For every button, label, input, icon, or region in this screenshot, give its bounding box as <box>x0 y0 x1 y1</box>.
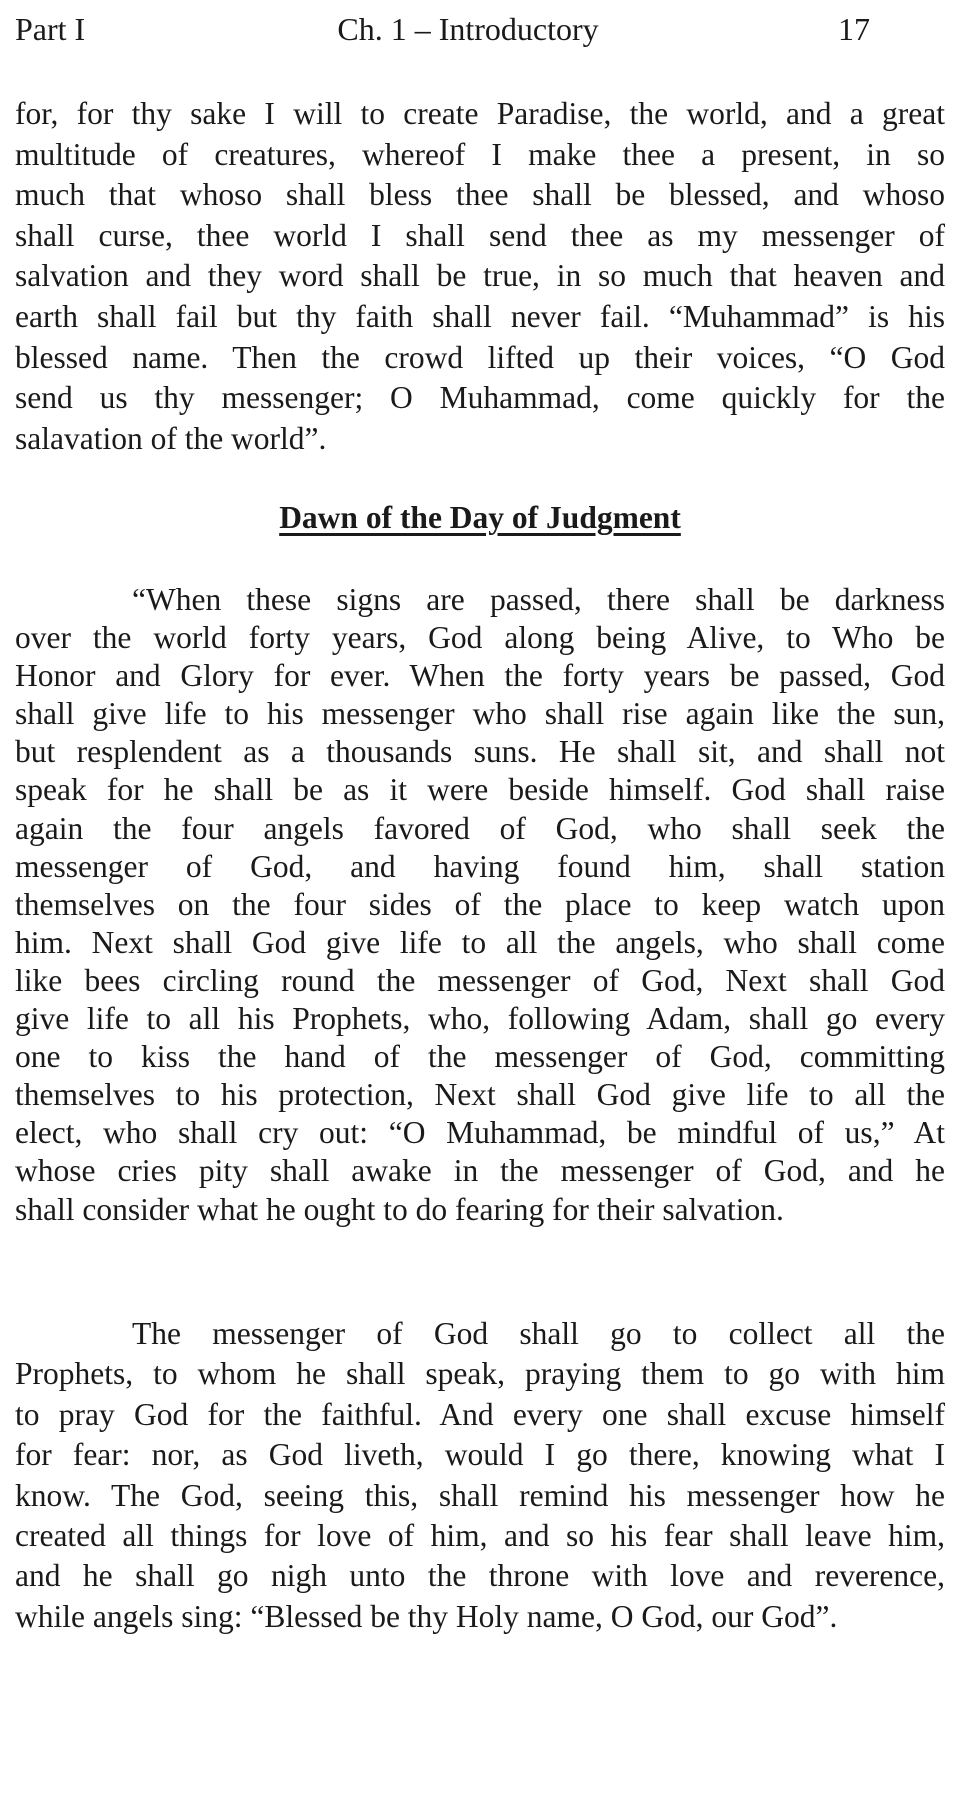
text-line: while angels sing: “Blessed be thy Holy name, O God, our God”. <box>15 1598 838 1634</box>
text-line: salavation of the world”. <box>15 420 327 456</box>
text-line: themselves to his protection, Next shall God give life to all the <box>15 1077 945 1113</box>
text-line: give life to all his Prophets, who, following Adam, shall go every <box>15 1001 945 1037</box>
text-line: blessed name. Then the crowd lifted up their voices, “O God <box>15 339 945 375</box>
text-line: for fear: nor, as God liveth, would I go there, knowing what I <box>15 1437 945 1473</box>
text-line: salvation and they word shall be true, in so much that heaven and <box>15 258 945 294</box>
section-heading-text: Dawn of the Day of Judgment <box>279 500 681 535</box>
text-line: messenger of God, and having found him, shall station <box>15 848 945 884</box>
text-line: over the world forty years, God along being Alive, to Who be <box>15 620 945 656</box>
text-line: themselves on the four sides of the place to keep watch upon <box>15 886 945 922</box>
text-line: multitude of creatures, whereof I make thee a present, in so <box>15 136 945 172</box>
text-line: elect, who shall cry out: “O Muhammad, be mindful of us,” At <box>15 1115 945 1151</box>
text-line: The messenger of God shall go to collect all the <box>132 1316 945 1351</box>
running-header-chapter: Ch. 1 – Introductory <box>337 11 599 47</box>
text-line: send us thy messenger; O Muhammad, come quickly for the <box>15 380 945 416</box>
text-line: shall give life to his messenger who shall rise again like the sun, <box>15 696 945 732</box>
running-header-part: Part I <box>15 11 86 47</box>
text-line: whose cries pity shall awake in the messenger of God, and he <box>15 1153 945 1189</box>
text-line: like bees circling round the messenger of God, Next shall God <box>15 962 945 998</box>
page-number: 17 <box>838 11 870 47</box>
text-line: one to kiss the hand of the messenger of God, committing <box>15 1039 945 1075</box>
text-line: to pray God for the faithful. And every one shall excuse himself <box>15 1396 945 1432</box>
text-line: again the four angels favored of God, who shall seek the <box>15 810 945 846</box>
text-line: for, for thy sake I will to create Paradise, the world, and a great <box>15 96 945 131</box>
text-line: shall consider what he ought to do fearing for their salvation. <box>15 1191 784 1227</box>
text-line: him. Next shall God give life to all the angels, who shall come <box>15 924 945 960</box>
text-line: know. The God, seeing this, shall remind his messenger how he <box>15 1477 945 1513</box>
text-line: shall curse, thee world I shall send thee as my messenger of <box>15 217 945 253</box>
text-line: “When these signs are passed, there shall be darkness <box>132 582 945 617</box>
paragraph-1 <box>15 94 945 459</box>
paragraph-2 <box>15 581 945 1229</box>
paragraph-3 <box>15 1314 945 1637</box>
text-line: much that whoso shall bless thee shall be blessed, and whoso <box>15 177 945 213</box>
text-line: speak for he shall be as it were beside himself. God shall raise <box>15 772 945 808</box>
text-line: created all things for love of him, and so his fear shall leave him, <box>15 1517 945 1553</box>
text-line: earth shall fail but thy faith shall never fail. “Muhammad” is his <box>15 298 945 334</box>
text-line: but resplendent as a thousands suns. He shall sit, and shall not <box>15 734 945 770</box>
text-line: Prophets, to whom he shall speak, praying them to go with him <box>15 1356 945 1392</box>
text-line: and he shall go nigh unto the throne with love and reverence, <box>15 1558 945 1594</box>
text-line: Honor and Glory for ever. When the forty years be passed, God <box>15 658 945 694</box>
section-heading <box>0 498 960 538</box>
